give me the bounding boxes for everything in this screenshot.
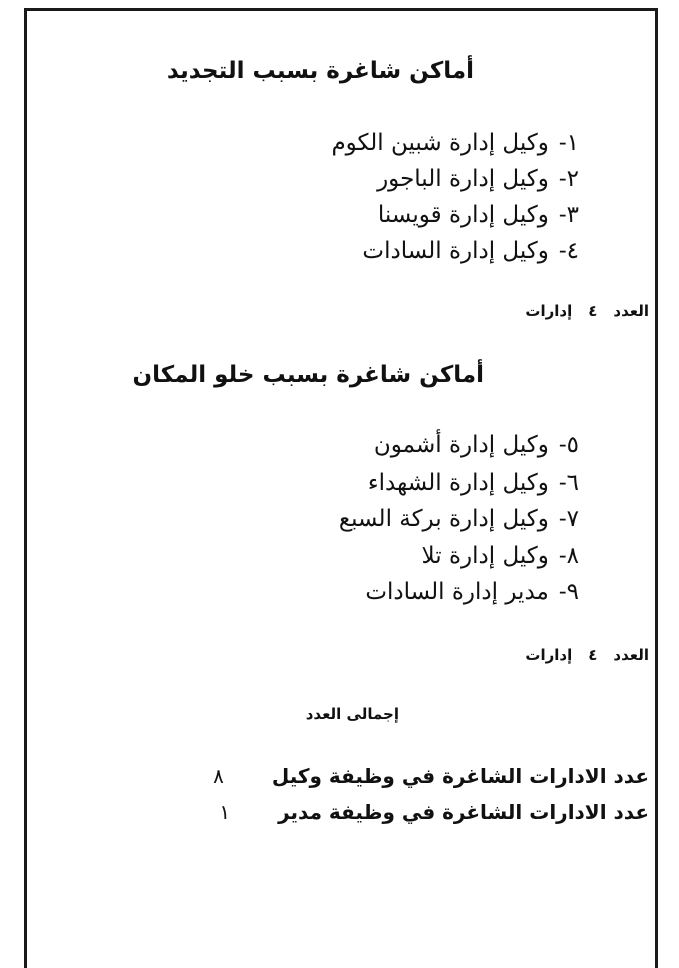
item-text: وكيل إدارة أشمون: [373, 432, 549, 458]
item-text: وكيل إدارة السادات: [362, 238, 549, 264]
item-number: ٢-: [558, 166, 579, 192]
list-item: [331, 130, 579, 156]
item-number: ٣-: [558, 202, 579, 228]
list-item: [377, 166, 579, 192]
summary-label: عدد الادارات الشاغرة في وظيفة مدير: [278, 800, 649, 824]
item-number: ٧-: [558, 506, 579, 532]
section2-heading: أماكن شاغرة بسبب خلو المكان: [132, 362, 484, 388]
totals-title: إجمالى العدد: [305, 705, 399, 723]
item-text: وكيل إدارة قويسنا: [377, 202, 549, 228]
list-item: [368, 470, 579, 496]
item-number: ٦-: [558, 470, 579, 496]
item-number: ١-: [558, 130, 579, 156]
count-value: ٤: [588, 302, 598, 320]
summary-label: عدد الادارات الشاغرة في وظيفة وكيل: [271, 764, 649, 788]
count-label: العدد: [613, 302, 649, 320]
item-number: ٤-: [558, 238, 579, 264]
item-number: ٨-: [558, 543, 579, 569]
item-text: وكيل إدارة تلا: [421, 543, 549, 569]
item-number: ٥-: [558, 432, 579, 458]
item-text: مدير إدارة السادات: [365, 579, 549, 605]
list-item: [422, 543, 579, 569]
item-number: ٩-: [558, 579, 579, 605]
list-item: [362, 238, 579, 264]
count-unit: إدارات: [525, 646, 573, 664]
count-value: ٤: [588, 646, 598, 664]
section2-count: [525, 646, 649, 664]
section1-heading: أماكن شاغرة بسبب التجديد: [166, 58, 474, 84]
item-text: وكيل إدارة الباجور: [377, 166, 549, 192]
item-text: وكيل إدارة بركة السبع: [338, 506, 549, 532]
count-unit: إدارات: [525, 302, 573, 320]
summary-value: ٨: [213, 764, 224, 788]
item-text: وكيل إدارة شبين الكوم: [331, 130, 549, 156]
summary-row: [213, 764, 649, 788]
list-item: [378, 202, 579, 228]
list-item: [374, 432, 579, 458]
section1-count: [525, 302, 649, 320]
list-item: [339, 506, 579, 532]
count-label: العدد: [613, 646, 649, 664]
summary-row: [219, 800, 649, 824]
list-item: [365, 579, 579, 605]
summary-value: ١: [219, 800, 231, 824]
item-text: وكيل إدارة الشهداء: [367, 470, 549, 496]
